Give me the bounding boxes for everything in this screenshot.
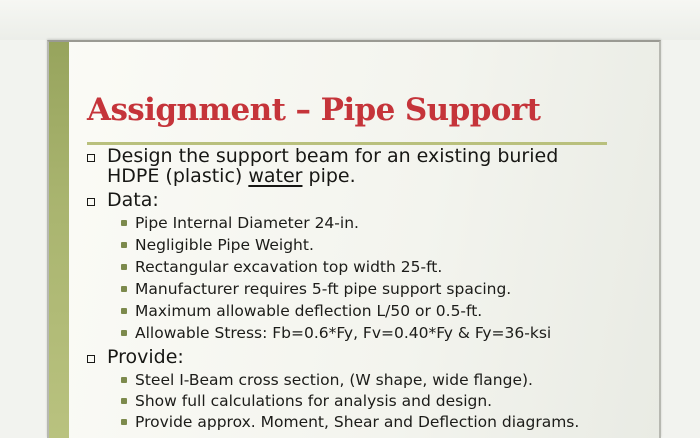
sub-bullet-icon (121, 308, 127, 314)
underlined-word: water (248, 165, 303, 187)
sub-bullet-icon (121, 220, 127, 226)
sub-bullet-icon (121, 286, 127, 292)
square-bullet-icon (87, 154, 95, 162)
bullet-design-text-end: pipe. (302, 165, 356, 187)
sub-bullet-icon (121, 398, 127, 404)
data-item: Maximum allowable deflection L/50 or 0.5-ft. (135, 302, 483, 320)
slide-title: Assignment – Pipe Support (87, 92, 541, 128)
bullet-provide-label: Provide: (107, 346, 184, 368)
data-item: Pipe Internal Diameter 24-in. (135, 214, 359, 232)
bullet-design-line2 (107, 166, 356, 187)
square-bullet-icon (87, 198, 95, 206)
bullet-design-text: HDPE (plastic) (107, 165, 249, 187)
photo-background (0, 0, 700, 40)
sub-bullet-icon (121, 242, 127, 248)
data-item: Rectangular excavation top width 25-ft. (135, 258, 443, 276)
data-item: Negligible Pipe Weight. (135, 236, 314, 254)
provide-item: Steel I-Beam cross section, (W shape, wide flange). (135, 371, 533, 389)
sub-bullet-icon (121, 264, 127, 270)
bullet-design-line1: Design the support beam for an existing buried (107, 145, 559, 167)
data-item: Manufacturer requires 5-ft pipe support spacing. (135, 280, 512, 298)
sub-bullet-icon (121, 330, 127, 336)
sub-bullet-icon (121, 419, 127, 425)
data-item: Allowable Stress: Fb=0.6*Fy, Fv=0.40*Fy & Fy=36-ksi (135, 324, 552, 342)
provide-item: Provide approx. Moment, Shear and Deflection diagrams. (135, 413, 580, 431)
bullet-data-label: Data: (107, 189, 159, 211)
slide (47, 40, 661, 438)
square-bullet-icon (87, 355, 95, 363)
sub-bullet-icon (121, 377, 127, 383)
provide-item: Show full calculations for analysis and design. (135, 392, 493, 410)
slide-accent-band (49, 42, 69, 438)
